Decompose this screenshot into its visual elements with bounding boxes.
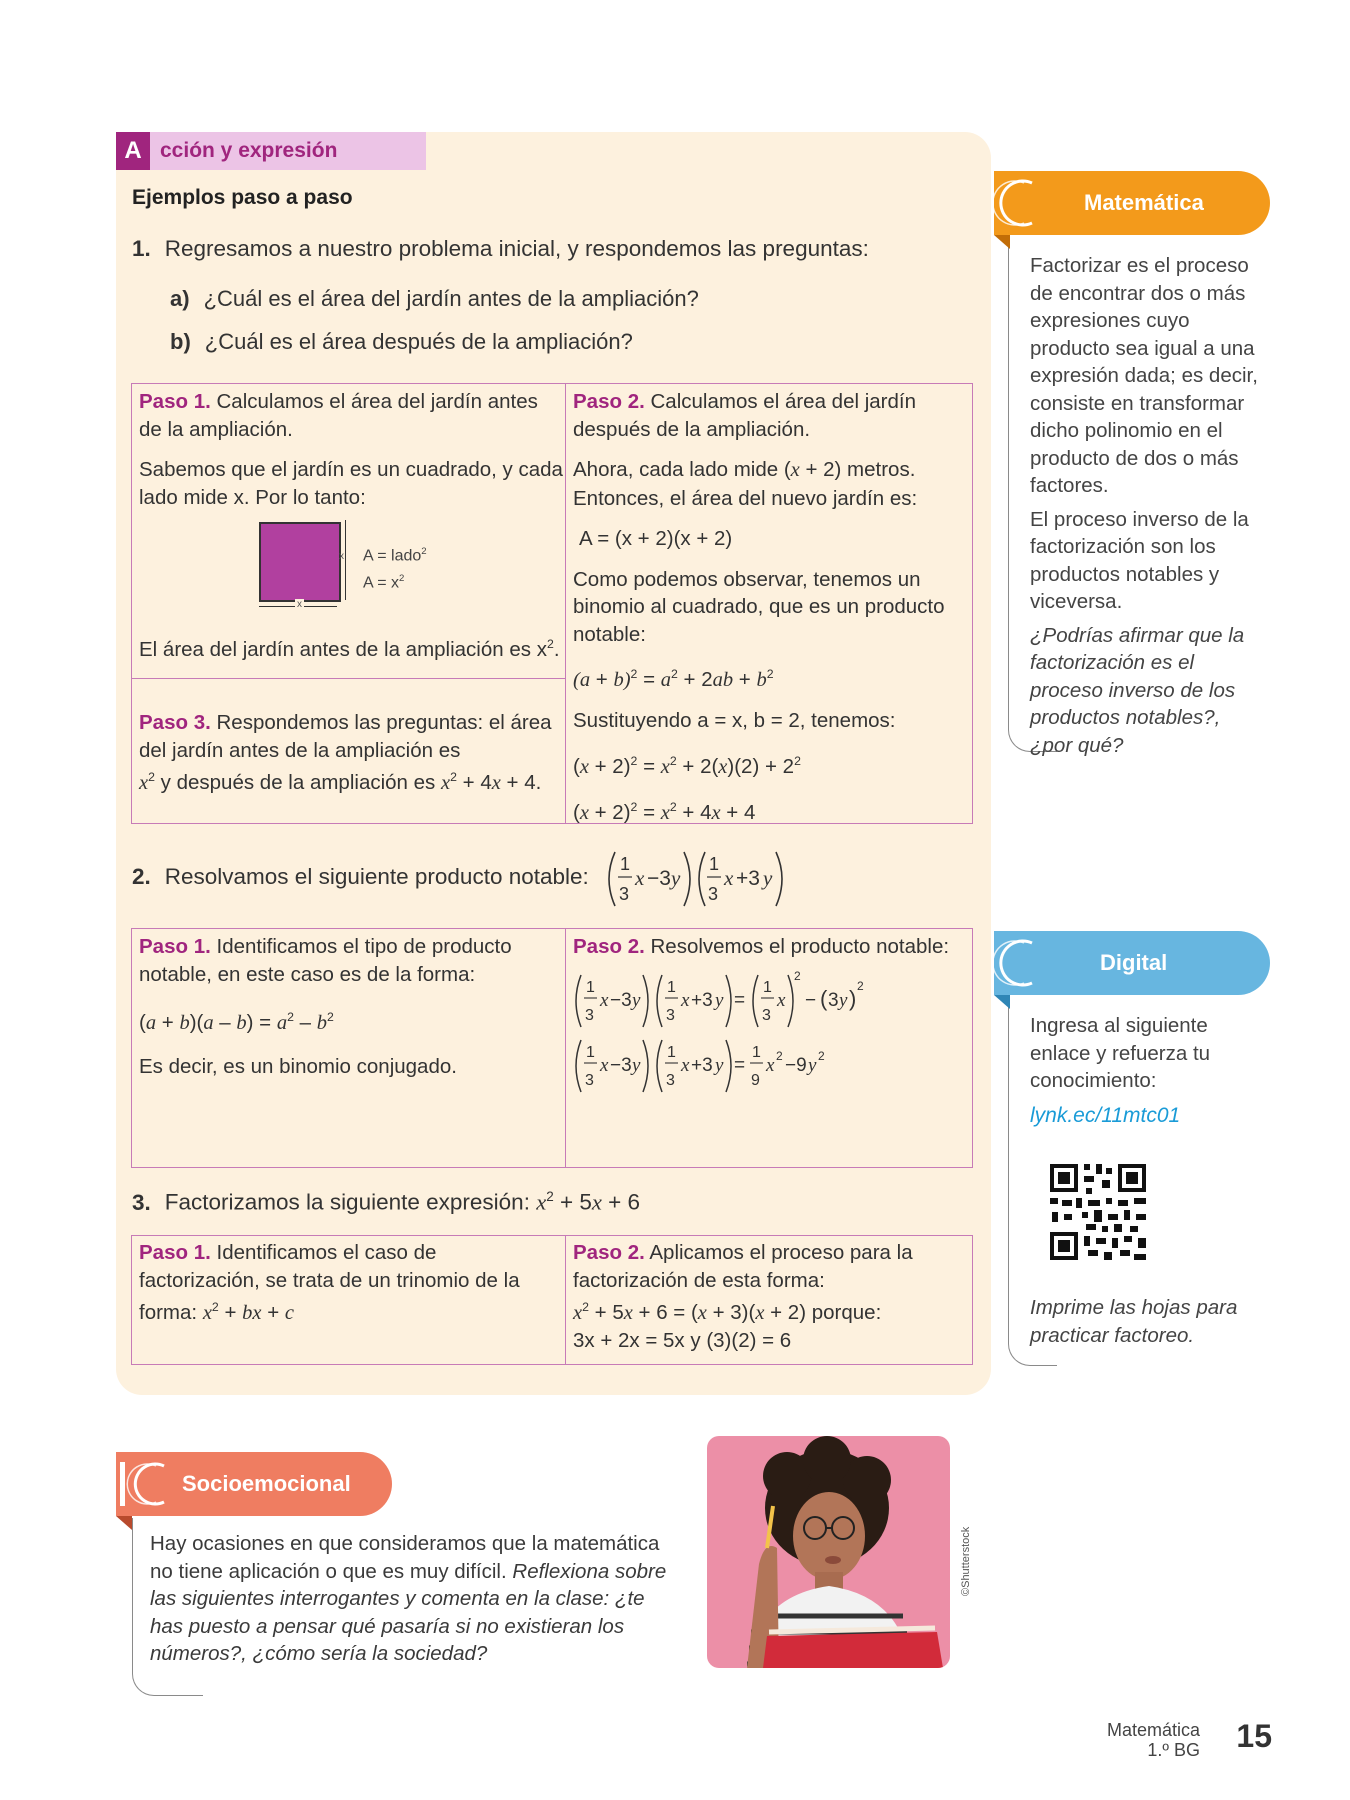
question-text: ¿Cuál es el área después de la ampliación? <box>204 329 633 354</box>
svg-text:1: 1 <box>586 1044 595 1061</box>
table3-step2: Paso 2. Aplicamos el proceso para la factorización de esta forma: $x^2 + 5x + 6 = (x + 3)(x + 2)$ porque: 3x + 2x = 5x y (3)(2) = 6 <box>573 1241 913 1353</box>
item-text: Factorizamos la siguiente expresión: <box>164 1189 530 1215</box>
formula: $(a + b)(a - b) = a^2 - b^2$ <box>139 1010 334 1034</box>
sidebar-paragraph: El proceso inverso de la factorización son los productos notables y viceversa. <box>1030 507 1249 613</box>
socio-text: Hay ocasiones en que consideramos que la matemática no tiene aplicación o que es muy difícil. <box>150 1532 660 1583</box>
question-text: ¿Cuál es el área del jardín antes de la ampliación? <box>203 286 699 311</box>
table-divider <box>131 678 565 679</box>
svg-text:1: 1 <box>667 979 676 996</box>
page-number: 15 <box>1236 1718 1272 1754</box>
svg-text:−: − <box>805 990 817 1011</box>
svg-text:3: 3 <box>666 1007 675 1024</box>
step-text: Identificamos el caso de factorización, se trata de un trinomio de la forma: <box>139 1241 520 1324</box>
svg-text:2: 2 <box>794 969 801 983</box>
sidebar-title: Matemática <box>1084 190 1204 215</box>
step-label: Paso 2. <box>573 390 645 413</box>
sidebar-question: ¿Podrías afirmar que la factorización es el proceso inverso de los productos notables?, ¿por qué? <box>1030 623 1245 757</box>
formula: $(x + 2)^2 = x^2 + 2(x)(2) + 2^2$ <box>573 753 801 778</box>
digital-link[interactable]: lynk.ec/11mtc01 <box>1030 1104 1181 1127</box>
svg-text:x: x <box>777 990 786 1011</box>
step-paragraph: Como podemos observar, tenemos un binomio al cuadrado, que es un producto notable: <box>573 567 945 646</box>
step-text: Respondemos las preguntas: el área del jardín antes de la ampliación es <box>139 711 552 762</box>
svg-text:−3: −3 <box>610 990 632 1011</box>
conclusion-text: El área del jardín antes de la ampliación es x <box>139 637 547 661</box>
svg-text:1: 1 <box>620 854 631 874</box>
formula: $(x + 2)^2 = x^2 + 4x + 4$ <box>573 800 756 824</box>
table1-step3: Paso 3. Respondemos las preguntas: el área del jardín antes de la ampliación es $x^2$ y después de la ampliación es $x^2 + 4x + 4$. <box>139 711 552 794</box>
step-label: Paso 2. <box>573 1241 645 1264</box>
svg-text:−9: −9 <box>785 1055 807 1076</box>
table-divider <box>565 1235 566 1365</box>
step-text: Identificamos el tipo de producto notable, en este caso es de la forma: <box>139 935 512 986</box>
socio-title: Socioemocional <box>182 1471 351 1496</box>
step-text: + 2) metros. Entonces, el área del nuevo jardín es: <box>573 458 918 510</box>
footer-subject-name: Matemática <box>1106 1720 1200 1740</box>
formula: A = (x + 2)(x + 2) <box>579 527 733 550</box>
svg-text:−3: −3 <box>647 867 671 890</box>
svg-text:2: 2 <box>818 1049 825 1063</box>
svg-text:2: 2 <box>857 979 864 993</box>
svg-text:y: y <box>632 990 641 1011</box>
step-text: Ahora, cada lado mide ( <box>573 458 791 481</box>
question-b <box>170 329 633 355</box>
svg-text:x: x <box>766 1055 775 1076</box>
step-label: Paso 1. <box>139 935 211 958</box>
svg-text:+3: +3 <box>691 990 713 1011</box>
step-text: Calculamos el área del jardín después de la ampliación. <box>573 390 916 441</box>
svg-text:x: x <box>681 1055 690 1076</box>
svg-text:x: x <box>635 866 645 890</box>
sidebar-math-body <box>1030 252 1265 759</box>
examples-title: Ejemplos paso a paso <box>132 186 353 209</box>
formula-line: A = x <box>363 574 400 592</box>
svg-text:2: 2 <box>776 1049 783 1063</box>
dimension-label: x <box>339 551 344 562</box>
svg-text:y: y <box>808 1055 817 1076</box>
item-number: 3. <box>132 1189 151 1215</box>
section-title: cción y expresión <box>160 139 338 162</box>
svg-text:+3: +3 <box>736 867 760 890</box>
notable-product-solution <box>572 968 912 1108</box>
formula: 3x + 2x = 5x y (3)(2) = 6 <box>573 1329 792 1353</box>
svg-text:y: y <box>632 1055 641 1076</box>
step-label: Paso 2. <box>573 935 645 958</box>
item-number: 1. <box>132 236 151 261</box>
step-label: Paso 1. <box>139 390 211 413</box>
svg-text:3: 3 <box>666 1072 675 1089</box>
sidebar-digital-text: Ingresa al siguiente enlace y refuerza tu conocimiento: <box>1030 1014 1211 1092</box>
svg-text:1: 1 <box>709 854 720 874</box>
item-3: 3. Factorizamos la siguiente expresión: $x^2 + 5x + 6$ <box>132 1189 641 1215</box>
table1-step1 <box>139 388 563 524</box>
student-photo <box>707 1436 950 1668</box>
svg-text:+3: +3 <box>691 1055 713 1076</box>
svg-text:y: y <box>839 990 848 1011</box>
step-text: y después de la ampliación es <box>160 770 436 794</box>
footer-grade: 1.º BG <box>1147 1740 1200 1760</box>
section-letter: A <box>116 132 150 170</box>
sidebar-paragraph: Factorizar es el proceso de encontrar dos o más expresiones cuyo producto sea igual a una expresión dada; es decir, consiste en transformar dicho polinomio en el producto de dos o más factores. <box>1030 254 1258 497</box>
svg-text:=: = <box>734 990 746 1011</box>
dimension-line <box>345 520 346 600</box>
item-text: Resolvamos el siguiente producto notable: <box>164 864 589 889</box>
svg-text:3: 3 <box>828 990 839 1011</box>
svg-text:x: x <box>600 990 609 1011</box>
svg-text:1: 1 <box>752 1044 761 1061</box>
step-text: Resolvemos el producto notable: <box>650 935 950 958</box>
formula: $(a + b)^2 = a^2 + 2ab + b^2$ <box>573 667 774 691</box>
question-label: b) <box>170 329 191 354</box>
footer-subject <box>1107 1720 1200 1760</box>
photo-credit-text: ©Shutterstock <box>960 1526 972 1596</box>
notable-product-expression <box>603 848 818 910</box>
photo-credit <box>960 1436 974 1596</box>
section-header <box>116 132 426 170</box>
step-text: Aplicamos el proceso para la factorización de esta forma: <box>573 1241 913 1292</box>
item-number: 2. <box>132 864 151 889</box>
step-paragraph: Sustituyendo a = x, b = 2, tenemos: <box>573 709 896 733</box>
table-divider <box>565 928 566 1168</box>
table2-step1 <box>139 933 559 1094</box>
svg-text:y: y <box>715 1055 724 1076</box>
svg-text:): ) <box>849 986 857 1011</box>
svg-text:(: ( <box>820 986 828 1011</box>
item-text: Regresamos a nuestro problema inicial, y respondemos las preguntas: <box>164 236 869 261</box>
step-text: Calculamos el área del jardín antes de la ampliación. <box>139 390 538 441</box>
table2-step2 <box>573 933 968 961</box>
svg-text:9: 9 <box>751 1072 760 1089</box>
svg-text:y: y <box>671 866 681 890</box>
svg-text:x: x <box>600 1055 609 1076</box>
svg-text:3: 3 <box>708 884 719 904</box>
garden-square-diagram <box>259 522 341 602</box>
item-1 <box>132 236 869 262</box>
item-2 <box>132 864 589 890</box>
svg-text:=: = <box>734 1055 746 1076</box>
area-formula: A = lado$^2$ $A = x^2$ <box>363 546 427 592</box>
qr-code-icon[interactable] <box>1046 1160 1150 1264</box>
svg-text:1: 1 <box>586 979 595 996</box>
svg-text:3: 3 <box>585 1007 594 1024</box>
step-label: Paso 3. <box>139 711 211 734</box>
step-paragraph: Sabemos que el jardín es un cuadrado, y cada lado mide x. Por lo tanto: <box>139 458 563 509</box>
socio-body <box>150 1530 670 1668</box>
table1-step2: Paso 2. Calculamos el área del jardín después de la ampliación. Ahora, cada lado mide (x + 2) metros. Entonces, el área del nuevo jardín es: A = (x + 2)(x + 2) Como podemos observar, tenemos un binomio al cuadrado, que es un producto notable: $(a + b)^2 = a^2 + 2ab + b^2$ Sustituyendo a = x, b = 2, tenemos: $(x + 2)^2 = x^2 + 2(x)(2) + 2^2$ $(x + 2)^2 = x^2 + 4x + 4$ <box>573 388 968 840</box>
svg-text:y: y <box>715 990 724 1011</box>
formula-line: A = lado <box>363 547 422 565</box>
svg-text:1: 1 <box>763 979 772 996</box>
sidebar-digital-note: Imprime las hojas para practicar factoreo. <box>1030 1296 1238 1347</box>
table3-step1: Paso 1. Identificamos el caso de factorización, se trata de un trinomio de la forma: $x^2$ + bx + c <box>139 1241 520 1324</box>
svg-text:y: y <box>763 866 773 890</box>
svg-text:1: 1 <box>667 1044 676 1061</box>
svg-text:3: 3 <box>762 1007 771 1024</box>
step-text: porque: <box>811 1300 882 1324</box>
socio-question: Reflexiona sobre las siguientes interrogantes y comenta en la clase: ¿te has puesto a pensar qué pasaría si no existieran los números?, ¿cómo sería la sociedad? <box>150 1559 667 1665</box>
dimension-label: x <box>297 599 302 610</box>
logo-ic-icon <box>116 1452 178 1532</box>
question-label: a) <box>170 286 190 311</box>
step-label: Paso 1. <box>139 1241 211 1264</box>
sidebar-title: Digital <box>1100 950 1168 975</box>
question-a <box>170 286 699 312</box>
svg-text:3: 3 <box>585 1072 594 1089</box>
svg-text:x: x <box>724 866 734 890</box>
svg-text:−3: −3 <box>610 1055 632 1076</box>
svg-text:x: x <box>681 990 690 1011</box>
logo-c-icon <box>994 931 1054 1011</box>
step-paragraph: Es decir, es un binomio conjugado. <box>139 1055 457 1079</box>
table-divider <box>565 383 566 824</box>
table1-step1-conclusion: El área del jardín antes de la ampliación es $x^2$. <box>139 637 560 661</box>
logo-c-icon <box>994 171 1054 251</box>
svg-text:3: 3 <box>619 884 630 904</box>
